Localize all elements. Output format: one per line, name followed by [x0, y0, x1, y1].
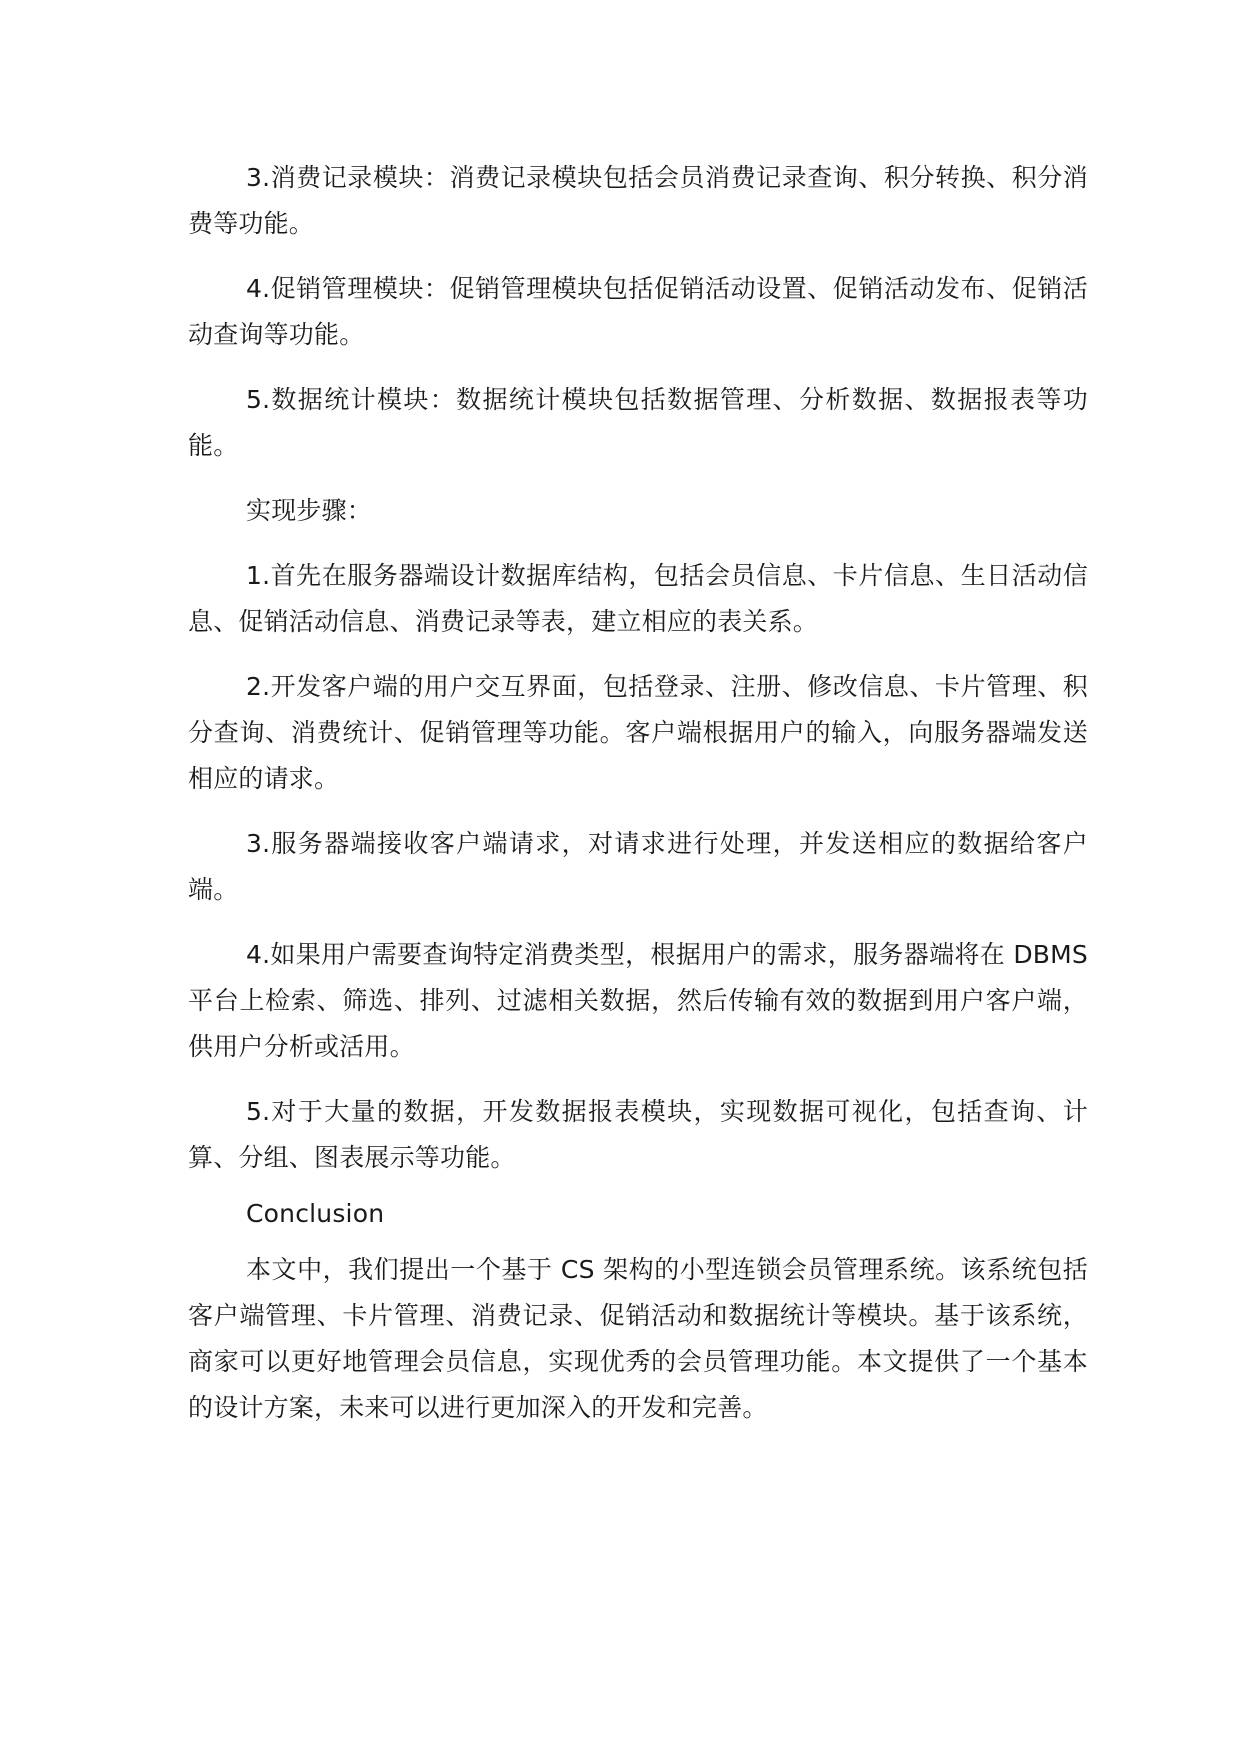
paragraph-step-3: 3.服务器端接收客户端请求，对请求进行处理，并发送相应的数据给客户端。: [188, 829, 1088, 904]
paragraph-step-2: 2.开发客户端的用户交互界面，包括登录、注册、修改信息、卡片管理、积分查询、消费统计、促销管理等功能。客户端根据用户的输入，向服务器端发送相应的请求。: [188, 672, 1088, 793]
paragraph-conclusion: 本文中，我们提出一个基于 CS 架构的小型连锁会员管理系统。该系统包括客户端管理、卡片管理、消费记录、促销活动和数据统计等模块。基于该系统，商家可以更好地管理会员信息，实现优秀的会员管理功能。本文提供了一个基本的设计方案，未来可以进行更加深入的开发和完善。: [188, 1255, 1088, 1422]
paragraph-step-4: 4.如果用户需要查询特定消费类型，根据用户的需求，服务器端将在 DBMS 平台上检索、筛选、排列、过滤相关数据，然后传输有效的数据到用户客户端，供用户分析或活用。: [188, 940, 1088, 1061]
paragraph-consumption-module: 3.消费记录模块：消费记录模块包括会员消费记录查询、积分转换、积分消费等功能。: [188, 163, 1088, 238]
paragraph-promotion-module: 4.促销管理模块：促销管理模块包括促销活动设置、促销活动发布、促销活动查询等功能。: [188, 274, 1088, 349]
heading-conclusion: Conclusion: [246, 1199, 385, 1228]
paragraph-statistics-module: 5.数据统计模块：数据统计模块包括数据管理、分析数据、数据报表等功能。: [188, 385, 1088, 460]
document-page: [188, 155, 1088, 1431]
heading-implementation-steps: 实现步骤：: [246, 496, 373, 525]
paragraph-step-1: 1.首先在服务器端设计数据库结构，包括会员信息、卡片信息、生日活动信息、促销活动信息、消费记录等表，建立相应的表关系。: [188, 561, 1088, 636]
paragraph-step-5: 5.对于大量的数据，开发数据报表模块，实现数据可视化，包括查询、计算、分组、图表展示等功能。: [188, 1097, 1088, 1172]
